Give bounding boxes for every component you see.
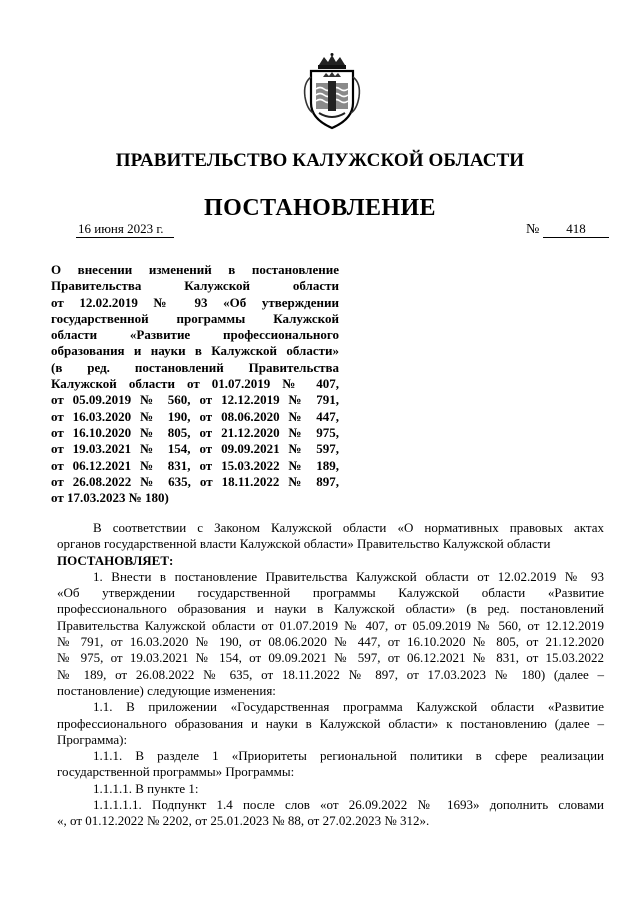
preamble-line: В соответствии с Законом Калужской области «О нормативных правовых актах [93, 520, 604, 535]
paragraph-1-line: № 189, от 26.08.2022 № 635, от 18.11.2022 № 897, от 17.03.2023 № 180) (далее – [57, 666, 604, 682]
paragraph-1-line: № 791, от 16.03.2020 № 190, от 08.06.2020 № 447, от 16.10.2020 № 805, от 21.12.2020 [57, 634, 604, 650]
paragraph-1-1-line: Программа): [57, 731, 128, 747]
document-date: 16 июня 2023 г. [76, 221, 174, 238]
subject-line: от 17.03.2023 № 180) [51, 490, 169, 506]
coat-of-arms-icon [297, 53, 367, 131]
subject-line: от 16.10.2020 № 805, от 21.12.2020 № 975, [51, 424, 339, 440]
subject-line: от 12.02.2019 № 93 «Об утверждении [51, 294, 339, 310]
paragraph-1-line: Правительства Калужской области от 01.07.2019 № 407, от 05.09.2019 № 560, от 12.12.2019 [57, 617, 604, 633]
subject-line: Калужской области от 01.07.2019 № 407, [51, 376, 339, 392]
paragraph-1-line: «Об утверждении государственной программы Калужской области «Развитие [57, 585, 604, 601]
number-label: № [526, 222, 540, 237]
subject-line: (в ред. постановлений Правительства [51, 359, 339, 375]
paragraph-1-1-line: 1.1. В приложении «Государственная программа Калужской области «Развитие [93, 699, 604, 715]
paragraph-1-1-line: профессионального образования и науки в Калужской области» к постановлению (далее – [57, 715, 604, 731]
paragraph-1-line: № 975, от 19.03.2021 № 154, от 09.09.2021 № 597, от 06.12.2021 № 831, от 15.03.2022 [57, 650, 604, 666]
paragraph-1-1-1-1: 1.1.1.1. В пункте 1: [93, 780, 199, 796]
paragraph-1-line: постановление) следующие изменения: [57, 682, 276, 698]
document-body [57, 520, 604, 830]
organization-title: ПРАВИТЕЛЬСТВО КАЛУЖСКОЙ ОБЛАСТИ [115, 150, 525, 171]
paragraph-1-1-1-line: государственной программы» Программы: [57, 764, 295, 780]
document-type-title: ПОСТАНОВЛЕНИЕ [204, 195, 436, 221]
document-subject [51, 262, 339, 506]
paragraph-1-line: профессионального образования и науки в Калужской области» (в ред. постановлений [57, 601, 604, 617]
subject-line: от 16.03.2020 № 190, от 08.06.2020 № 447, [51, 408, 339, 424]
subject-line: от 06.12.2021 № 831, от 15.03.2022 № 189, [51, 457, 339, 473]
subject-line: образования и науки в Калужской области» [51, 343, 339, 359]
preamble-line: органов государственной власти Калужской области» Правительство Калужской области [57, 536, 551, 552]
paragraph-1-1-1-1-1-line: «, от 01.12.2022 № 2202, от 25.01.2023 № 88, от 27.02.2023 № 312». [57, 813, 430, 829]
paragraph-1-1-1-line: 1.1.1. В разделе 1 «Приоритеты региональной политики в сфере реализации [93, 748, 604, 764]
subject-line: от 05.09.2019 № 560, от 12.12.2019 № 791, [51, 392, 339, 408]
subject-line: от 19.03.2021 № 154, от 09.09.2021 № 597, [51, 441, 339, 457]
subject-line: Правительства Калужской области [51, 278, 339, 294]
resolves-heading: ПОСТАНОВЛЯЕТ: [57, 552, 174, 568]
document-number: 418 [543, 221, 609, 238]
paragraph-1-line: 1. Внести в постановление Правительства Калужской области от 12.02.2019 № 93 [93, 568, 604, 584]
subject-line: от 26.08.2022 № 635, от 18.11.2022 № 897, [51, 473, 339, 489]
paragraph-1-1-1-1-1-line: 1.1.1.1.1. Подпункт 1.4 после слов «от 26.09.2022 № 1693» дополнить словами [93, 797, 604, 813]
subject-line: государственной программы Калужской [51, 310, 339, 326]
subject-line: области «Развитие профессионального [51, 327, 339, 343]
subject-line: О внесении изменений в постановление [51, 262, 339, 277]
